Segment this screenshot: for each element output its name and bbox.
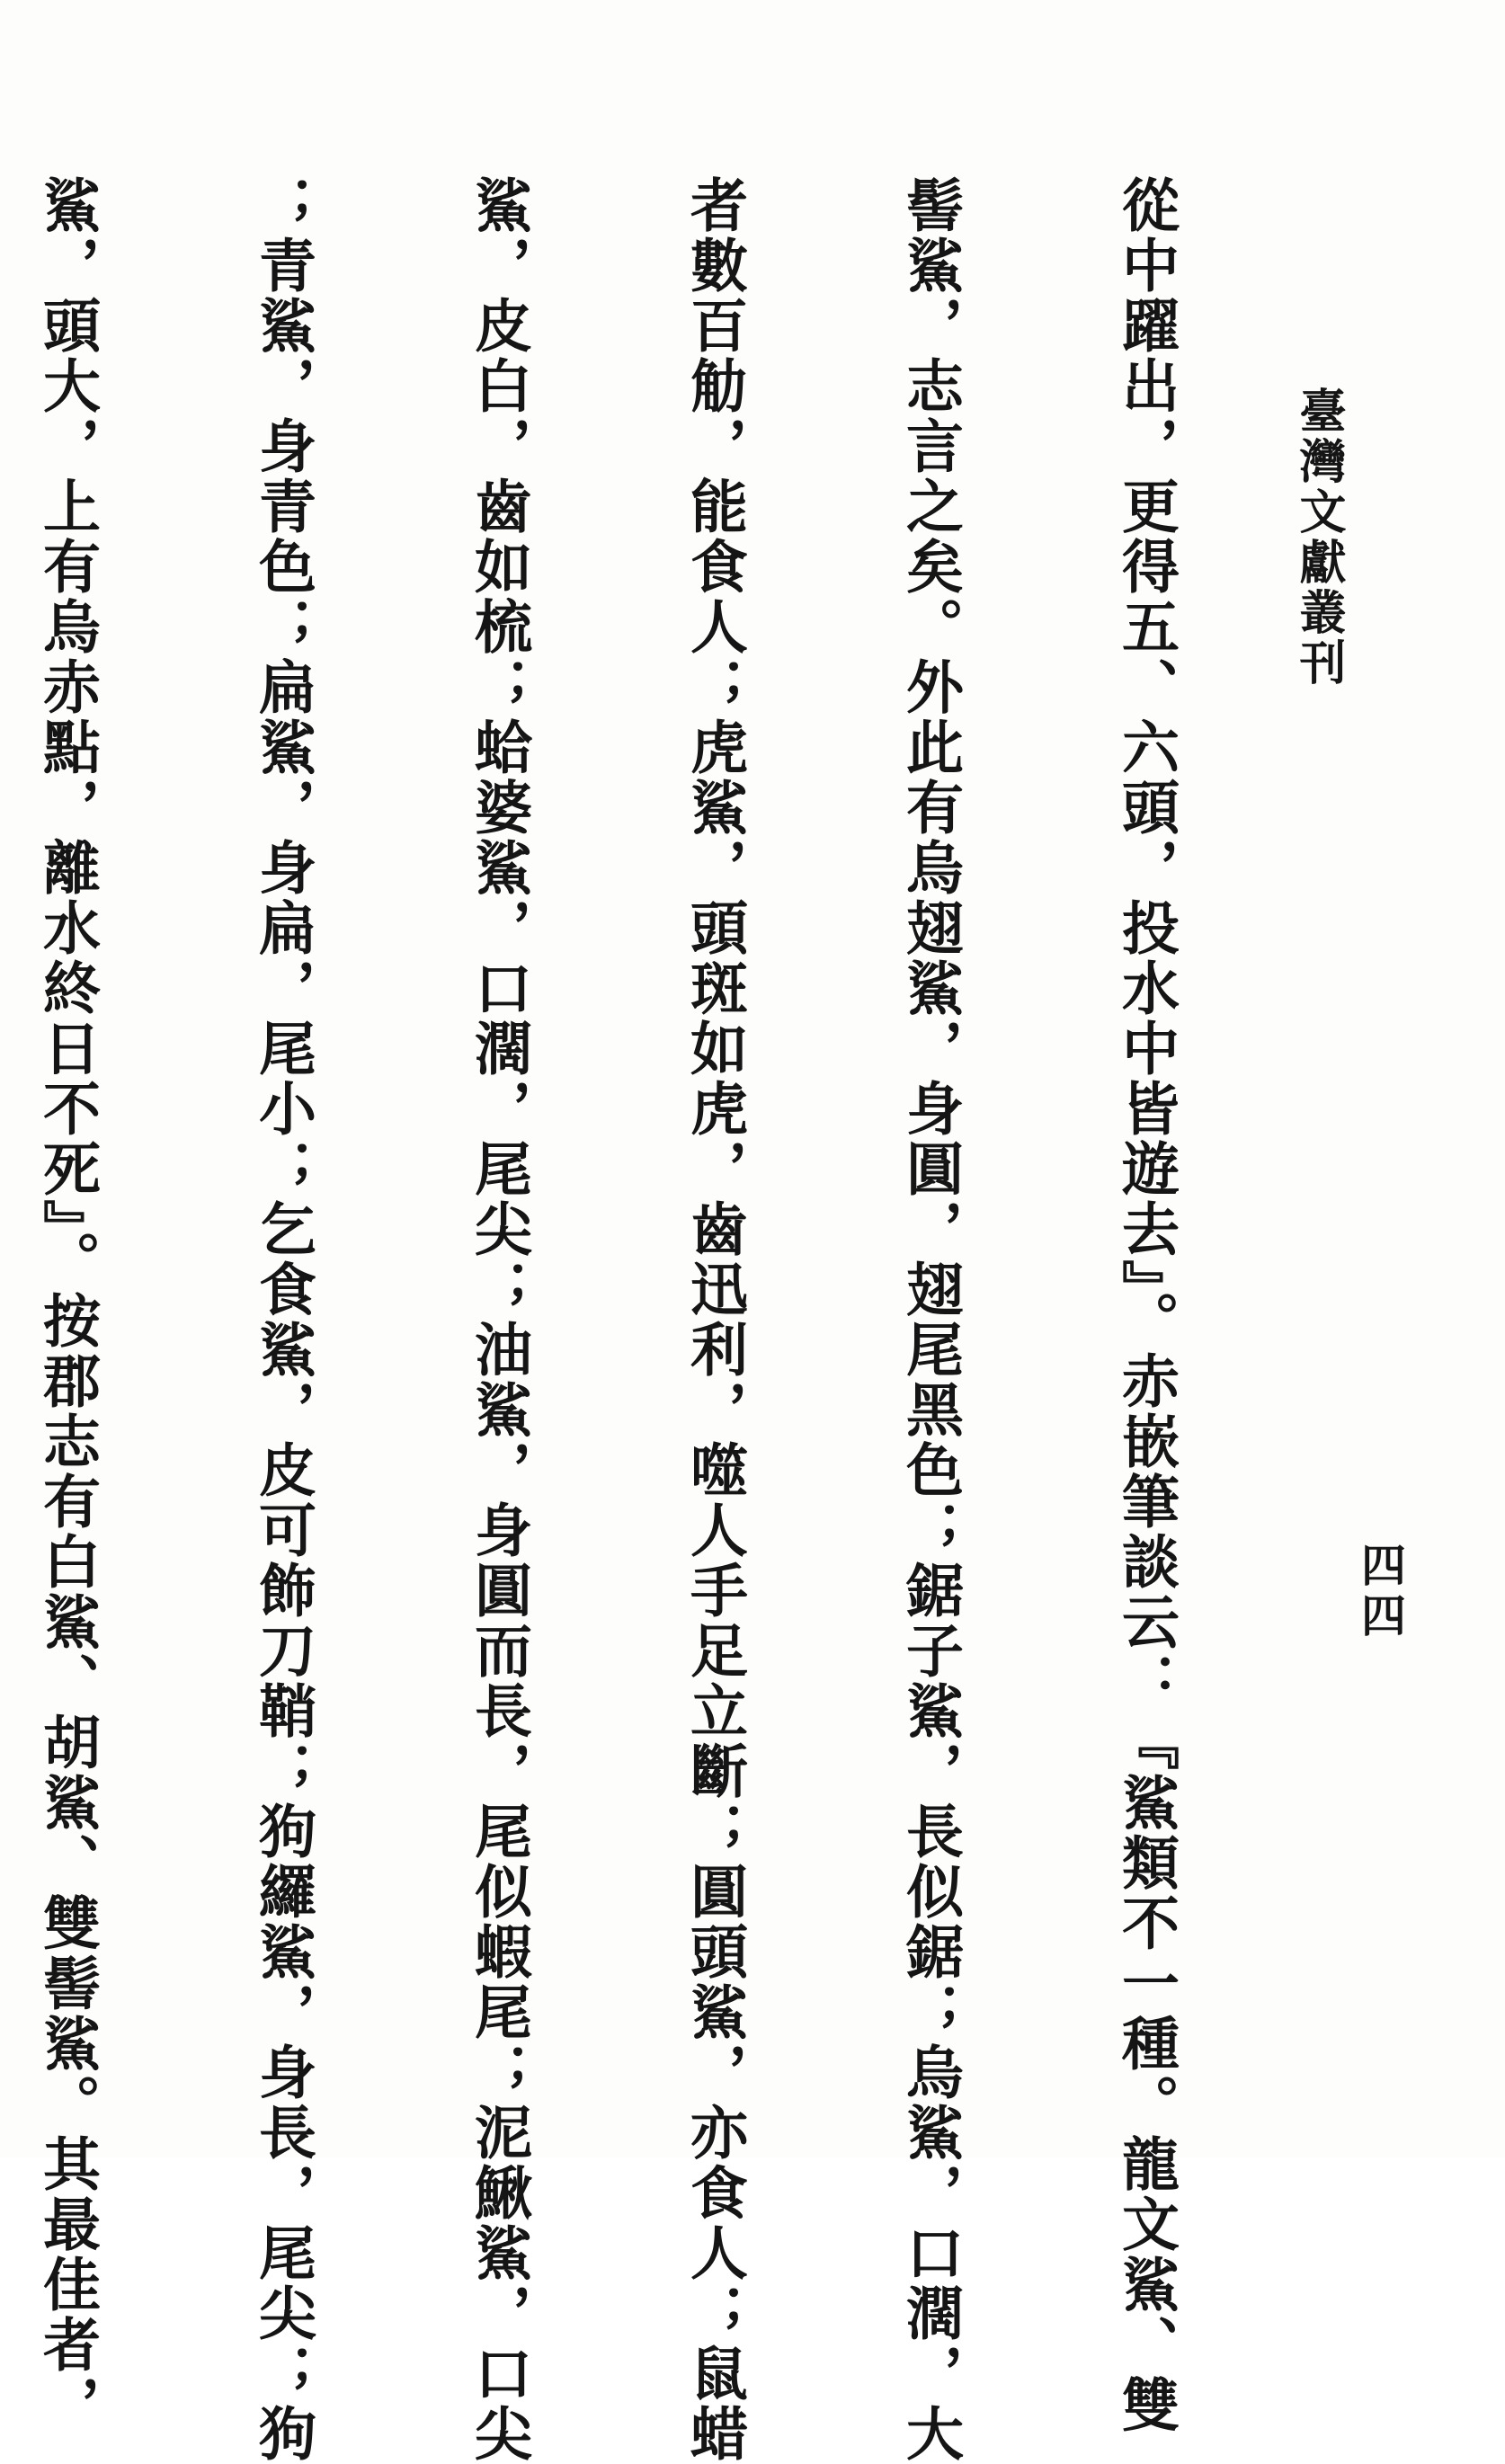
text-column: 者數百觔，能食人；虎鯊，頭斑如虎，齒迅利，噬人手足立斷；圓頭鯊，亦食人；鼠蜡 <box>681 175 748 2464</box>
text-column: 鯊，皮白，齒如梳；蛤婆鯊，口濶，尾尖；油鯊，身圓而長，尾似蝦尾；泥鰍鯊，口尖 <box>465 175 532 2464</box>
text-column: 鯊，頭大，上有烏赤點，離水終日不死』。按郡志有白鯊、胡鯊、雙髻鯊。其最佳者， <box>33 175 101 2435</box>
text-column: 髻鯊，志言之矣。外此有烏翅鯊，身圓，翅尾黑色；鋸子鯊，長似鋸；烏鯊，口濶，大 <box>896 175 964 2464</box>
running-title: 臺灣文獻叢刊 <box>1291 387 1346 689</box>
page-number: 四四 <box>1354 1542 1407 1642</box>
text-column: ；青鯊，身青色；扁鯊，身扁，尾小；乞食鯊，皮可飾刀鞘；狗纙鯊，身長，尾尖；狗 <box>249 175 316 2464</box>
text-column: 從中躍出，更得五、六頭，投水中皆遊去』。赤嵌筆談云：『鯊類不一種。龍文鯊、雙 <box>1112 175 1180 2435</box>
vertical-text-body <box>0 175 1325 2464</box>
